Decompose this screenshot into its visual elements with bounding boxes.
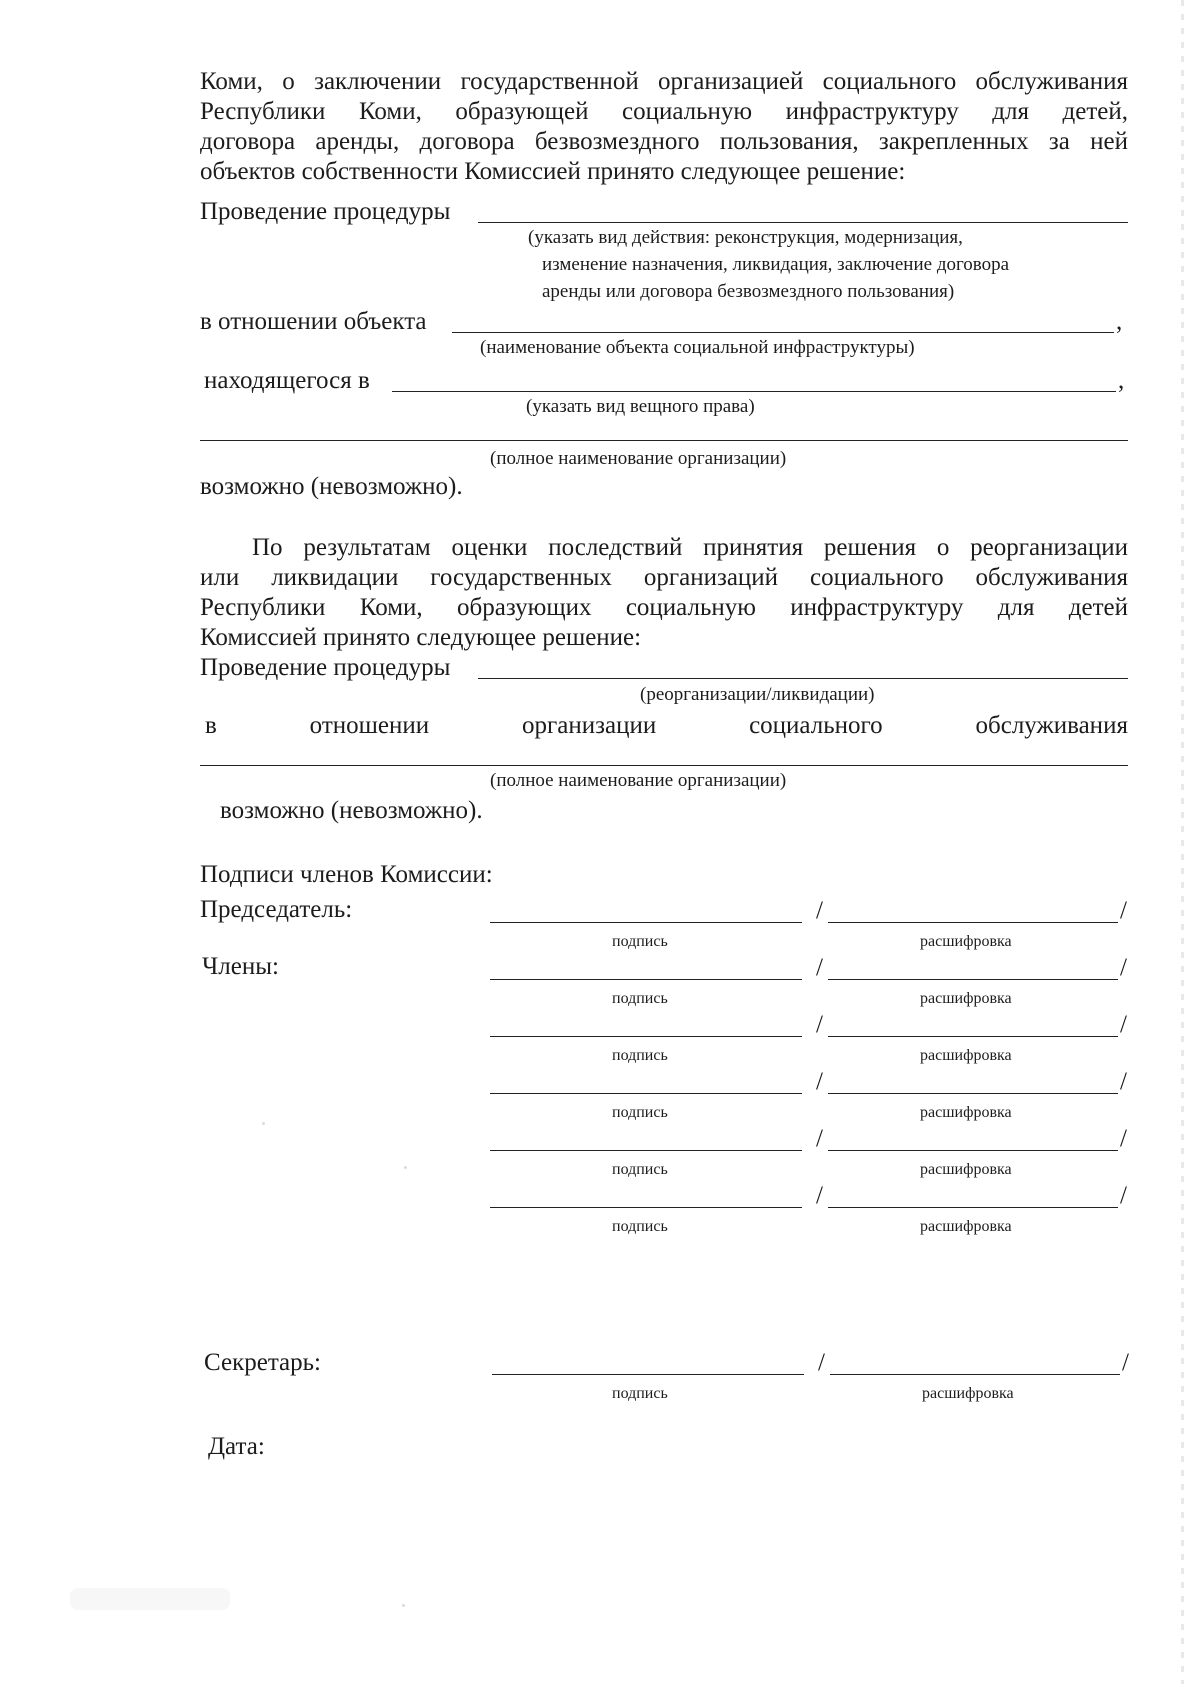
signature-caption: подпись	[612, 990, 668, 1007]
slash-mark: /	[816, 1182, 823, 1209]
signature-caption: подпись	[612, 1104, 668, 1121]
signature-caption: подпись	[612, 1218, 668, 1235]
organization-hint-2: (полное наименование организации)	[490, 770, 787, 791]
decoding-caption: расшифровка	[920, 933, 1012, 950]
paragraph-2-line-1-wrap	[252, 533, 1128, 563]
intro-line-4: объектов собственности Комиссией принято следующее решение:	[200, 158, 906, 185]
decoding-caption: расшифровка	[920, 1104, 1012, 1121]
signature-field[interactable]	[492, 1374, 804, 1375]
relation-word-4: социального	[749, 712, 883, 739]
intro-line-3: договора аренды, договора безвозмездного пользования, закрепленных за ней	[200, 128, 1128, 155]
decoding-caption: расшифровка	[922, 1385, 1014, 1402]
intro-line-1: Коми, о заключении государственной организацией социального обслуживания	[200, 68, 1128, 95]
located-field[interactable]	[392, 391, 1116, 392]
slash-mark: /	[1122, 1349, 1129, 1376]
relation-word-3: организации	[522, 712, 657, 739]
paragraph-2-line-1: По результатам оценки последствий принятия решения о реорганизации	[252, 534, 1128, 561]
decoding-field[interactable]	[828, 979, 1118, 980]
signature-field[interactable]	[490, 979, 802, 980]
procedure-field-2[interactable]	[478, 678, 1128, 679]
relation-line	[205, 711, 1128, 741]
organization-hint-1: (полное наименование организации)	[490, 448, 787, 469]
procedure-field-1[interactable]	[478, 222, 1128, 223]
slash-mark: /	[816, 1068, 823, 1095]
slash-mark: /	[1120, 1011, 1127, 1038]
procedure-hint-2: (реорганизации/ликвидации)	[640, 684, 875, 705]
procedure-hint-1-line-1: (указать вид действия: реконструкция, модернизация,	[528, 227, 963, 248]
scan-smudge	[70, 1588, 230, 1610]
signature-field[interactable]	[490, 1207, 802, 1208]
scan-edge-mark	[1181, 0, 1184, 1684]
procedure-label-2: Проведение процедуры	[200, 654, 451, 681]
decoding-field[interactable]	[828, 1036, 1118, 1037]
relation-word-5: обслуживания	[975, 712, 1128, 739]
signature-field[interactable]	[490, 922, 802, 923]
decoding-field[interactable]	[830, 1374, 1120, 1375]
decoding-field[interactable]	[828, 922, 1118, 923]
relation-word-1: в	[205, 712, 217, 739]
members-label: Члены:	[202, 953, 279, 980]
slash-mark: /	[1120, 1182, 1127, 1209]
decoding-field[interactable]	[828, 1093, 1118, 1094]
decoding-caption: расшифровка	[920, 1218, 1012, 1235]
slash-mark: /	[1120, 897, 1127, 924]
procedure-label-1: Проведение процедуры	[200, 198, 451, 225]
decoding-caption: расшифровка	[920, 1047, 1012, 1064]
paragraph-2-line-3: Республики Коми, образующих социальную инфраструктуру для детей	[200, 594, 1128, 621]
organization-field-1[interactable]	[200, 440, 1128, 441]
decoding-caption: расшифровка	[920, 990, 1012, 1007]
relation-word-2: отношении	[309, 712, 430, 739]
located-label: находящегося в	[204, 367, 370, 394]
located-hint: (указать вид вещного права)	[526, 396, 755, 417]
slash-mark: /	[816, 1011, 823, 1038]
signature-caption: подпись	[612, 933, 668, 950]
decoding-caption: расшифровка	[920, 1161, 1012, 1178]
procedure-hint-1-line-3: аренды или договора безвозмездного пользования)	[542, 281, 955, 302]
secretary-label: Секретарь:	[204, 1349, 321, 1376]
object-hint: (наименование объекта социальной инфраструктуры)	[480, 337, 915, 358]
signatures-heading: Подписи членов Комиссии:	[200, 861, 493, 888]
slash-mark: /	[816, 897, 823, 924]
decoding-field[interactable]	[828, 1150, 1118, 1151]
paragraph-2-line-2: или ликвидации государственных организаций социального обслуживания	[200, 564, 1128, 591]
conclusion-1: возможно (невозможно).	[200, 473, 463, 500]
paragraph-2-line-4: Комиссией принято следующее решение:	[200, 624, 642, 651]
procedure-hint-1-line-2: изменение назначения, ликвидация, заключение договора	[542, 254, 1010, 275]
signature-caption: подпись	[612, 1161, 668, 1178]
comma-mark: ,	[1118, 367, 1125, 394]
slash-mark: /	[816, 954, 823, 981]
signature-field[interactable]	[490, 1093, 802, 1094]
date-label: Дата:	[208, 1433, 265, 1460]
chairman-label: Председатель:	[200, 896, 353, 923]
signature-caption: подпись	[612, 1047, 668, 1064]
decoding-field[interactable]	[828, 1207, 1118, 1208]
conclusion-2: возможно (невозможно).	[220, 797, 483, 824]
slash-mark: /	[818, 1349, 825, 1376]
slash-mark: /	[1120, 1125, 1127, 1152]
comma-mark: ,	[1116, 308, 1123, 335]
intro-line-2: Республики Коми, образующей социальную инфраструктуру для детей,	[200, 98, 1128, 125]
object-field[interactable]	[452, 332, 1114, 333]
signature-field[interactable]	[490, 1150, 802, 1151]
slash-mark: /	[1120, 954, 1127, 981]
object-label: в отношении объекта	[200, 308, 427, 335]
scan-speck	[262, 1122, 265, 1125]
slash-mark: /	[816, 1125, 823, 1152]
organization-field-2[interactable]	[200, 765, 1128, 766]
signature-field[interactable]	[490, 1036, 802, 1037]
scan-speck	[402, 1604, 405, 1607]
scan-speck	[404, 1166, 407, 1169]
slash-mark: /	[1120, 1068, 1127, 1095]
signature-caption: подпись	[612, 1385, 668, 1402]
